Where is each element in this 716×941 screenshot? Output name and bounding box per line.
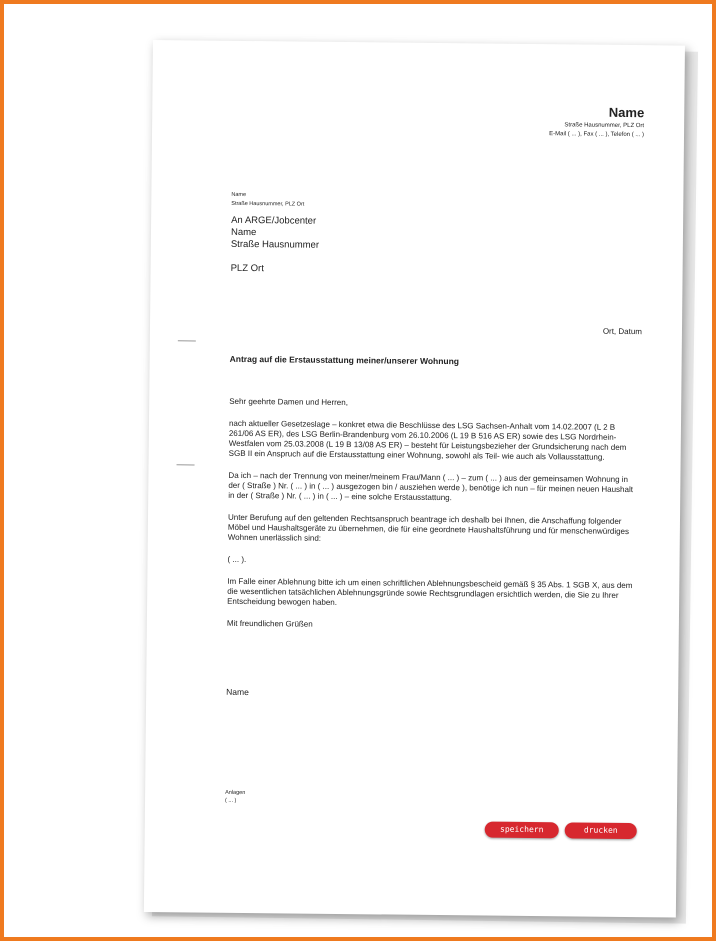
signature-name: Name — [226, 686, 249, 698]
closing: Mit freundlichen Grüßen — [226, 618, 313, 629]
attachments-value: ( ... ) — [225, 797, 237, 804]
place-date: Ort, Datum — [602, 326, 643, 337]
letter-body — [227, 397, 642, 645]
attachments-block — [225, 789, 245, 805]
paragraph-4: ( ... ). — [227, 554, 247, 565]
paragraph-3: Unter Berufung auf den geltenden Rechtsanspruch beantrage ich deshalb bei Ihnen, die Anschaffung folgender Möbel und Haushaltsgeräte zu übernehmen, die für eine geordnete Haushaltsführung und für menschenwürdiges Wohnen unerlässlich sind: — [227, 512, 630, 543]
salutation: Sehr geehrte Damen und Herren, — [229, 396, 348, 408]
sender-contact: E-Mail ( ... ), Fax ( ... ), Telefon ( ... ) — [549, 131, 645, 139]
fold-mark-middle — [177, 464, 195, 465]
paragraph-5: Im Falle einer Ablehnung bitte ich um einen schriftlichen Ablehnungsbescheid gemäß § 35 Abs. 1 SGB X, aus dem die wesentlichen tatsächlichen Ablehnungsgründe sowie Rechtsgrundlagen ersichtlich werden, die Sie zu Ihrer Entscheidung bewogen haben. — [227, 576, 633, 607]
attachments-label: Anlagen — [225, 789, 246, 797]
sender-block — [549, 104, 644, 138]
paragraph-2: Da ich – nach der Trennung von meiner/meinem Frau/Mann ( ... ) – zum ( ... ) aus der gemeinsamen Wohnung in der ( Straße ) Nr. ( ... ) in ( ... ) ausgezogen bin / ausziehen werde ), benötige ich nun – für meinen neuen Haushalt in der ( Straße ) Nr. ( ... ) in ( ... ) – eine solche Erstausstattung. — [228, 470, 634, 503]
paragraph-1: nach aktueller Gesetzeslage – konkret etwa die Beschlüsse des LSG Sachsen-Anhalt vom 14.02.2007 (L 2 B 261/06 AS ER), des LSG Berlin-Brandenburg vom 26.10.2006 (L 19 B 516 AS ER) sowie des LSG Nordrhein-Westfalen vom 25.03.2008 (L 19 B 13/08 AS ER) – besteht für Leistungsbezieher der Grundsicherung nach dem SGB II ein Anspruch auf die Erstausstattung einer Wohnung, sowohl als Teil- wie auch als Vollausstattung. — [228, 418, 627, 462]
recipient-line1: An ARGE/Jobcenter — [231, 214, 317, 227]
letter-subject: Antrag auf die Erstausstattung meiner/unserer Wohnung — [229, 353, 460, 367]
sender-name: Name — [608, 104, 645, 121]
recipient-line2: Name — [230, 226, 257, 239]
recipient-line3: Straße Hausnummer — [230, 238, 320, 251]
fold-mark-top — [178, 340, 196, 341]
print-button[interactable]: drucken — [565, 822, 637, 839]
recipient-block — [231, 215, 320, 252]
save-button[interactable]: speichern — [485, 822, 559, 839]
return-name: Name — [231, 191, 247, 198]
recipient-plz: PLZ Ort — [230, 262, 264, 275]
sender-address: Straße Hausnummer, PLZ Ort — [564, 122, 645, 130]
letter-page — [144, 40, 685, 918]
return-street: Straße Hausnummer, PLZ Ort — [231, 200, 305, 208]
return-address — [231, 191, 304, 210]
